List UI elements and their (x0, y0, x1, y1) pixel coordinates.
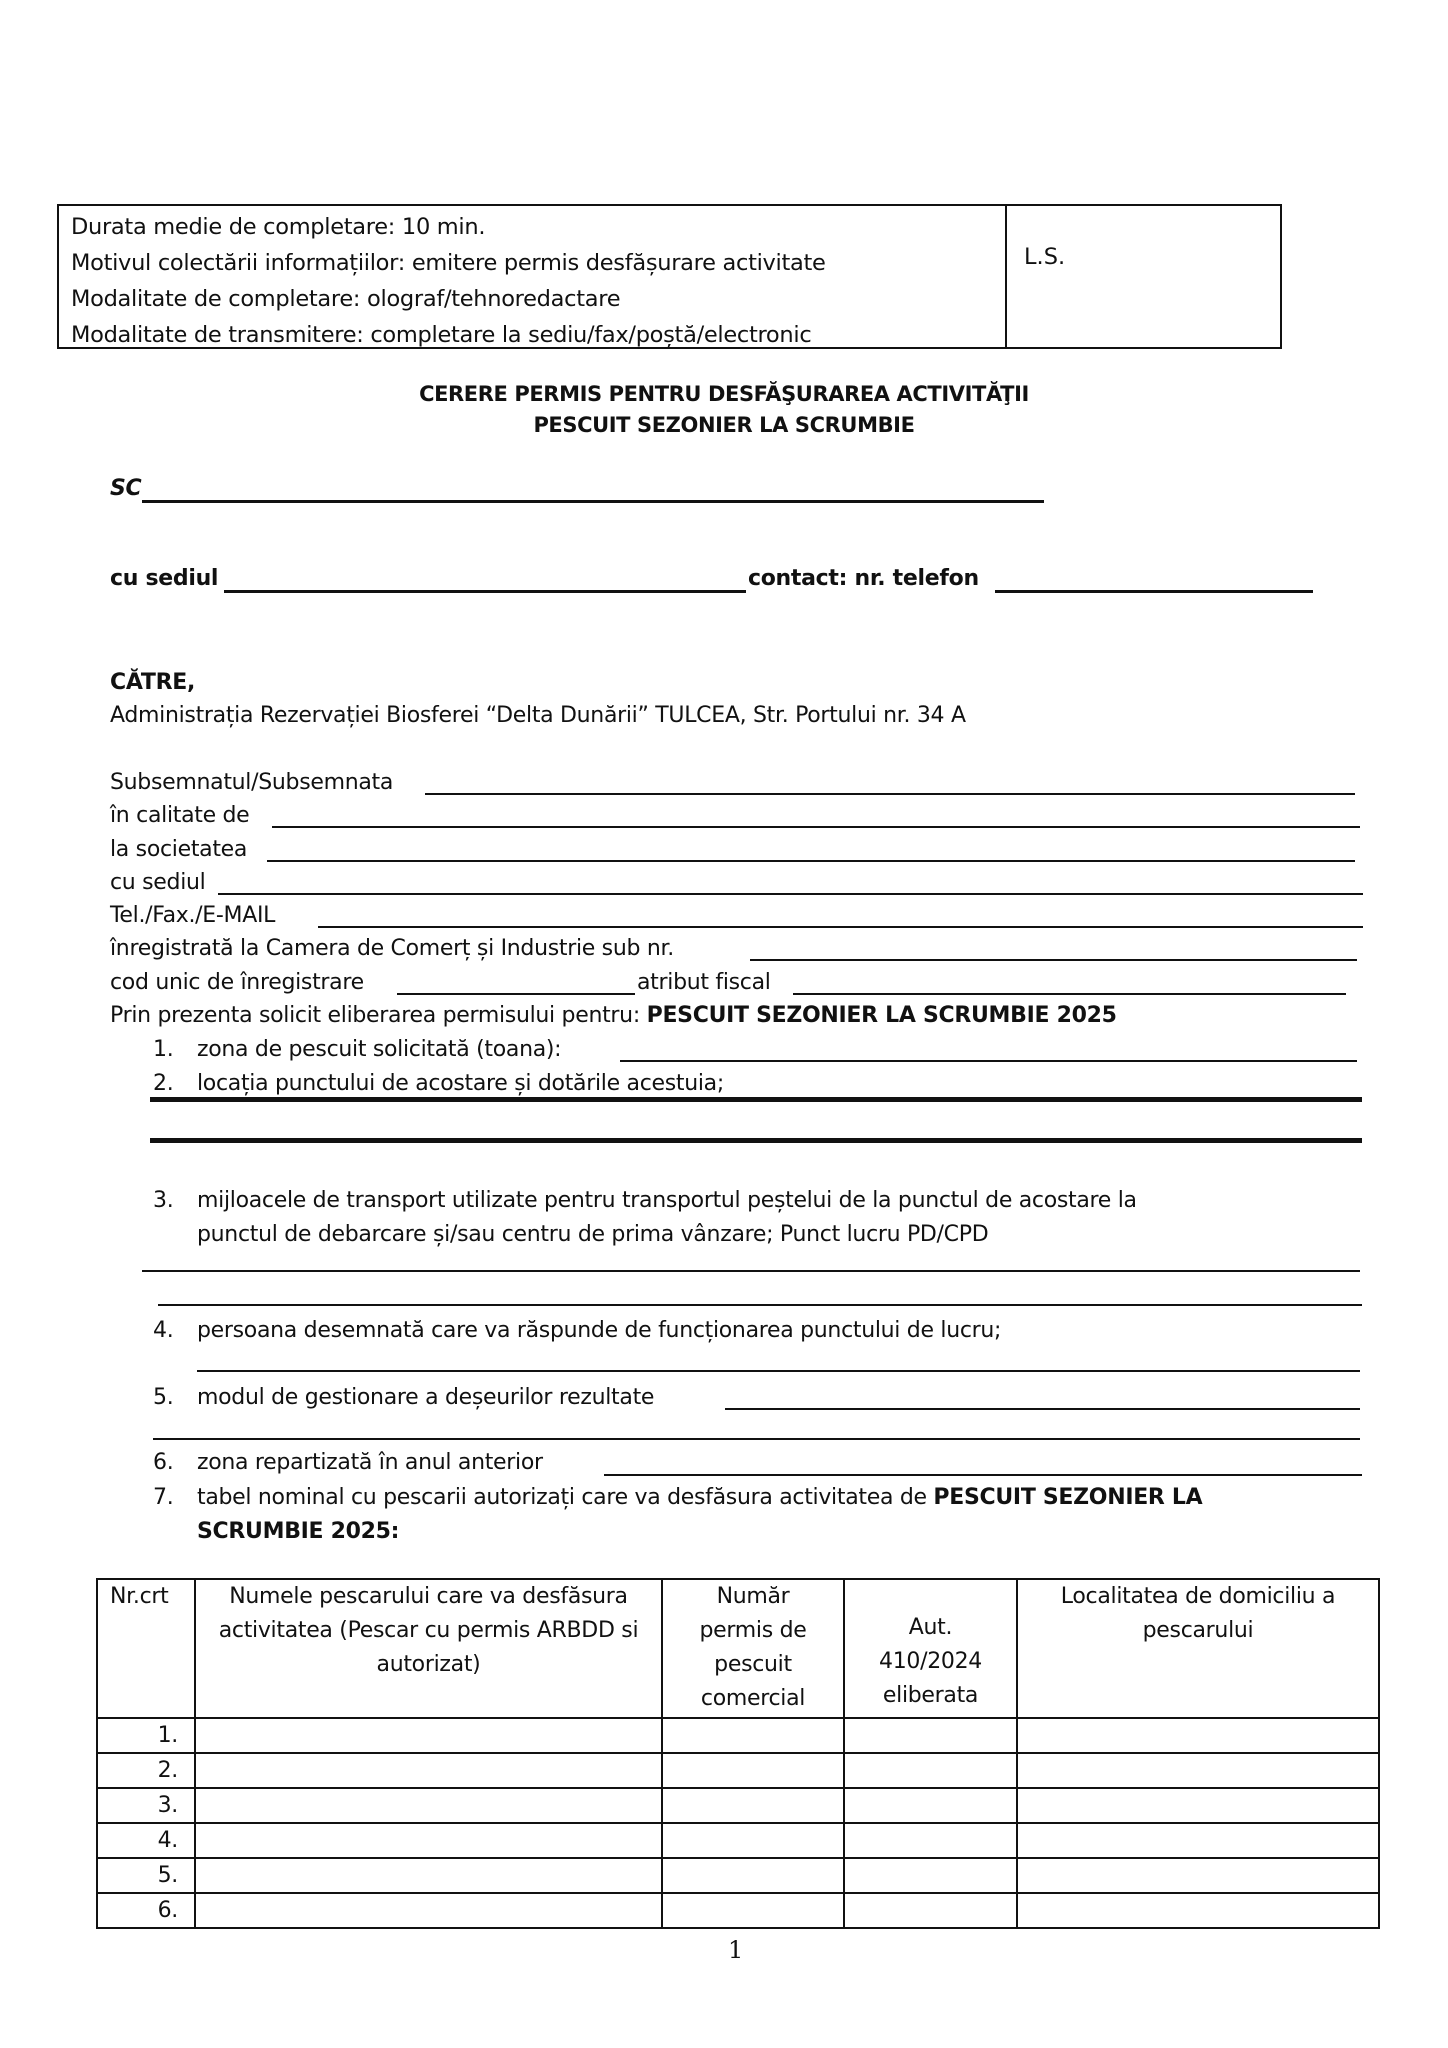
form-info-box (57, 204, 1282, 349)
cell-permit-number[interactable] (662, 1753, 844, 1788)
calitate-label: în calitate de (110, 803, 250, 828)
header-nr-crt: Nr.crt (97, 1579, 195, 1718)
cell-locality[interactable] (1017, 1858, 1379, 1893)
header-authorization: Aut. 410/2024 eliberata (844, 1579, 1017, 1718)
request-permit-type: PESCUIT SEZONIER LA SCRUMBIE 2025 (646, 1003, 1117, 1028)
document-title-line2: PESCUIT SEZONIER LA SCRUMBIE (533, 413, 915, 437)
item-1-number: 1. (153, 1037, 174, 1062)
item-4-number: 4. (153, 1318, 174, 1343)
row-number: 2. (97, 1753, 195, 1788)
sediu-label: cu sediul (110, 566, 219, 591)
item-3-label-line2: punctul de debarcare și/sau centru de prima vânzare; Punct lucru PD/CPD (197, 1222, 989, 1247)
societatea-input-line[interactable] (267, 860, 1355, 862)
item-2-input-line-1[interactable] (150, 1097, 1362, 1102)
item-2-number: 2. (153, 1071, 174, 1096)
cell-authorization[interactable] (844, 1858, 1017, 1893)
subsemnatul-label: Subsemnatul/Subsemnata (110, 770, 394, 795)
item-4-label: persoana desemnată care va răspunde de funcționarea punctului de lucru; (197, 1318, 1002, 1343)
completion-time: Durata medie de completare: 10 min. (71, 214, 486, 240)
sediul-label: cu sediul (110, 870, 206, 895)
row-number: 5. (97, 1858, 195, 1893)
camera-comert-input-line[interactable] (750, 959, 1357, 961)
request-prefix: Prin prezenta solicit eliberarea permisului pentru: (110, 1003, 647, 1028)
addressee-label: CĂTRE, (110, 670, 195, 695)
item-5-number: 5. (153, 1385, 174, 1410)
info-box-divider (1005, 206, 1007, 347)
cell-permit-number[interactable] (662, 1718, 844, 1753)
cui-label: cod unic de înregistrare (110, 970, 364, 995)
table-row (97, 1788, 1379, 1823)
row-number: 3. (97, 1788, 195, 1823)
header-permit-number: Număr permis de pescuit comercial (662, 1579, 844, 1718)
request-statement (110, 1003, 1117, 1029)
cell-authorization[interactable] (844, 1718, 1017, 1753)
header-locality: Localitatea de domiciliu a pescarului (1017, 1579, 1379, 1718)
sc-input-line[interactable] (142, 500, 1044, 503)
sc-label: SC (110, 476, 142, 501)
item-7-label (197, 1485, 1202, 1511)
atribut-fiscal-label: atribut fiscal (637, 970, 771, 995)
item-6-number: 6. (153, 1450, 174, 1475)
cell-locality[interactable] (1017, 1753, 1379, 1788)
table-row (97, 1893, 1379, 1928)
item-3-input-line-1[interactable] (142, 1270, 1360, 1272)
addressee-text: Administrația Rezervației Biosferei “Delta Dunării” TULCEA, Str. Portului nr. 34 A (110, 703, 966, 728)
item-4-input-line[interactable] (197, 1370, 1360, 1372)
cell-fisherman-name[interactable] (195, 1718, 662, 1753)
cell-authorization[interactable] (844, 1788, 1017, 1823)
cell-permit-number[interactable] (662, 1788, 844, 1823)
form-info-lines (71, 210, 826, 354)
calitate-input-line[interactable] (272, 826, 1360, 828)
item-2-input-line-2[interactable] (150, 1138, 1362, 1143)
cell-fisherman-name[interactable] (195, 1823, 662, 1858)
item-6-input-line[interactable] (604, 1474, 1362, 1476)
item-2-label: locația punctului de acostare și dotările acestuia; (197, 1071, 724, 1096)
subsemnatul-input-line[interactable] (425, 793, 1355, 795)
item-6-label: zona repartizată în anul anterior (197, 1450, 543, 1475)
item-5-label: modul de gestionare a deșeurilor rezultate (197, 1385, 655, 1410)
stamp-placeholder: L.S. (1024, 244, 1066, 270)
table-row (97, 1753, 1379, 1788)
table-row (97, 1718, 1379, 1753)
contact-phone-input-line[interactable] (995, 590, 1313, 593)
cell-locality[interactable] (1017, 1823, 1379, 1858)
tel-fax-email-label: Tel./Fax./E-MAIL (110, 903, 276, 928)
tel-fax-email-input-line[interactable] (318, 926, 1363, 928)
item-7-bold: PESCUIT SEZONIER LA (933, 1485, 1203, 1510)
cell-fisherman-name[interactable] (195, 1753, 662, 1788)
cell-permit-number[interactable] (662, 1893, 844, 1928)
cell-authorization[interactable] (844, 1893, 1017, 1928)
camera-comert-label: înregistrată la Camera de Comerț și Industrie sub nr. (110, 936, 674, 961)
cell-authorization[interactable] (844, 1823, 1017, 1858)
cui-input-line[interactable] (397, 993, 635, 995)
cell-permit-number[interactable] (662, 1823, 844, 1858)
document-title-line1: CERERE PERMIS PENTRU DESFĂŞURAREA ACTIVITĂŢII (419, 382, 1029, 406)
atribut-fiscal-input-line[interactable] (793, 993, 1346, 995)
item-3-number: 3. (153, 1188, 174, 1213)
table-row (97, 1823, 1379, 1858)
fishermen-table (96, 1578, 1380, 1929)
collection-purpose: Motivul colectării informațiilor: emitere permis desfășurare activitate (71, 250, 826, 276)
table-header-row (97, 1579, 1379, 1718)
item-3-input-line-2[interactable] (158, 1304, 1362, 1306)
completion-method: Modalitate de completare: olograf/tehnoredactare (71, 286, 621, 312)
row-number: 6. (97, 1893, 195, 1928)
item-5-input-line-1[interactable] (725, 1408, 1360, 1410)
cell-fisherman-name[interactable] (195, 1858, 662, 1893)
cell-locality[interactable] (1017, 1788, 1379, 1823)
item-1-input-line[interactable] (620, 1060, 1357, 1062)
item-1-label: zona de pescuit solicitată (toana): (197, 1037, 562, 1062)
header-fisherman-name: Numele pescarului care va desfăsura activitatea (Pescar cu permis ARBDD si autorizat) (195, 1579, 662, 1718)
row-number: 1. (97, 1718, 195, 1753)
table-row (97, 1858, 1379, 1893)
item-3-label-line1: mijloacele de transport utilizate pentru transportul peștelui de la punctul de acostare la (197, 1188, 1137, 1213)
row-number: 4. (97, 1823, 195, 1858)
transmission-method: Modalitate de transmitere: completare la sediu/fax/poștă/electronic (71, 322, 812, 348)
cell-permit-number[interactable] (662, 1858, 844, 1893)
contact-phone-label: contact: nr. telefon (748, 566, 979, 591)
item-5-input-line-2[interactable] (153, 1438, 1360, 1440)
sediul-input-line[interactable] (218, 893, 1363, 895)
cell-fisherman-name[interactable] (195, 1788, 662, 1823)
item-7-number: 7. (153, 1485, 174, 1510)
cell-authorization[interactable] (844, 1753, 1017, 1788)
cell-locality[interactable] (1017, 1718, 1379, 1753)
item-7-text: tabel nominal cu pescarii autorizați care va desfăsura activitatea de (197, 1485, 934, 1510)
item-7-bold-continued: SCRUMBIE 2025: (197, 1519, 400, 1544)
cell-fisherman-name[interactable] (195, 1893, 662, 1928)
cell-locality[interactable] (1017, 1893, 1379, 1928)
societatea-label: la societatea (110, 837, 248, 862)
sediu-input-line[interactable] (224, 590, 746, 593)
page-number: 1 (728, 1936, 744, 1964)
